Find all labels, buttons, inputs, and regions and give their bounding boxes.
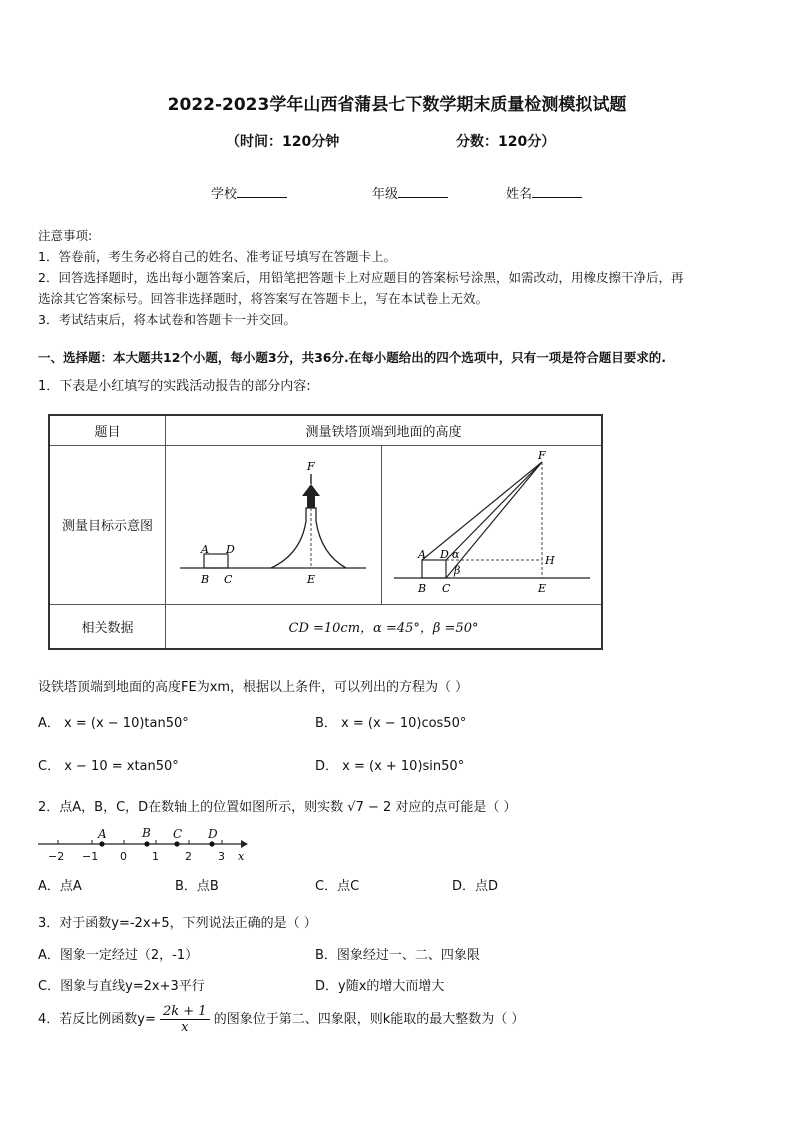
notes-heading: 注意事项: bbox=[38, 228, 93, 243]
school-label: 学校 bbox=[211, 187, 238, 202]
time-label: （时间：120分钟 bbox=[226, 134, 340, 150]
fraction-denominator: x bbox=[181, 1020, 189, 1035]
tick-label: 2 bbox=[185, 850, 192, 863]
note-item: 3．考试结束后，将本试卷和答题卡一并交回。 bbox=[38, 312, 296, 327]
q2-stem: 2．点A，B，C，D在数轴上的位置如图所示，则实数 √7 − 2 对应的点可能是（ ） bbox=[38, 800, 517, 815]
label-C: C bbox=[224, 572, 233, 586]
q3-stem: 3．对于函数y=-2x+5，下列说法正确的是（ ） bbox=[38, 916, 317, 931]
tick-label: −2 bbox=[48, 850, 65, 863]
q1-stem: 1．下表是小红填写的实践活动报告的部分内容: bbox=[38, 379, 311, 394]
q3-option-b[interactable]: B．图象经过一、二、四象限 bbox=[315, 948, 480, 963]
q4-fraction bbox=[160, 1004, 210, 1035]
point-C: C bbox=[173, 827, 183, 841]
q3-option-c[interactable]: C．图象与直线y=2x+3平行 bbox=[38, 979, 205, 994]
q4-stem bbox=[38, 1004, 524, 1035]
school-field[interactable] bbox=[211, 183, 287, 202]
table-row-diagram-label: 测量目标示意图 bbox=[49, 445, 166, 605]
name-field[interactable] bbox=[506, 183, 582, 202]
note-item: 2．回答选择题时，选出每小题答案后，用铅笔把答题卡上对应题目的答案标号涂黑，如需改动，用橡皮擦干净后，再 bbox=[38, 270, 684, 285]
label-D: D bbox=[440, 547, 449, 561]
label-A: A bbox=[418, 547, 426, 561]
q4-stem-prefix: 4．若反比例函数y= bbox=[38, 1012, 156, 1027]
q3-option-a[interactable]: A．图象一定经过（2，-1） bbox=[38, 948, 199, 963]
label-E: E bbox=[538, 581, 547, 595]
grade-field[interactable] bbox=[372, 183, 448, 202]
tick-label: 1 bbox=[152, 850, 159, 863]
point-D: D bbox=[208, 827, 218, 841]
score-label: 分数：120分） bbox=[456, 134, 556, 150]
table-row-data-label: 相关数据 bbox=[49, 605, 166, 649]
name-label: 姓名 bbox=[506, 187, 533, 202]
note-item: 选涂其它答案标号。回答非选择题时，将答案写在答题卡上，写在本试卷上无效。 bbox=[38, 291, 489, 306]
label-beta: β bbox=[454, 563, 461, 577]
tower-diagram-left bbox=[166, 446, 381, 604]
q3-option-d[interactable]: D．y随x的增大而增大 bbox=[315, 979, 445, 994]
q1-option-b[interactable]: B． x = (x − 10)cos50° bbox=[315, 716, 467, 731]
fraction-numerator: 2k + 1 bbox=[160, 1004, 210, 1020]
label-C: C bbox=[442, 581, 451, 595]
label-E: E bbox=[307, 572, 316, 586]
q2-option-b[interactable]: B．点B bbox=[175, 879, 219, 894]
label-A: A bbox=[201, 542, 209, 556]
label-B: B bbox=[418, 581, 427, 595]
label-D: D bbox=[226, 542, 235, 556]
label-F: F bbox=[538, 448, 546, 462]
tick-label: 3 bbox=[218, 850, 225, 863]
tower-diagram-right bbox=[382, 446, 601, 604]
table-header-title: 测量铁塔顶端到地面的高度 bbox=[166, 415, 603, 445]
label-F: F bbox=[307, 459, 315, 473]
note-item: 1．答卷前，考生务必将自己的姓名、准考证号填写在答题卡上。 bbox=[38, 249, 396, 264]
label-B: B bbox=[201, 572, 210, 586]
q4-stem-suffix: 的图象位于第二、四象限，则k能取的最大整数为（ ） bbox=[213, 1012, 525, 1027]
q2-option-a[interactable]: A．点A bbox=[38, 879, 82, 894]
tick-label: −1 bbox=[82, 850, 99, 863]
point-A: A bbox=[98, 827, 107, 841]
tick-label: 0 bbox=[120, 850, 127, 863]
q1-option-d[interactable]: D． x = (x + 10)sin50° bbox=[315, 759, 465, 774]
diagram-left-cell bbox=[166, 445, 382, 605]
label-alpha: α bbox=[452, 547, 460, 561]
q1-option-c[interactable]: C． x − 10 = xtan50° bbox=[38, 759, 179, 774]
diagram-right-cell bbox=[382, 445, 603, 605]
point-B: B bbox=[142, 826, 151, 840]
q2-option-c[interactable]: C．点C bbox=[315, 879, 360, 894]
label-H: H bbox=[545, 553, 555, 567]
grade-label: 年级 bbox=[372, 187, 399, 202]
table-header-topic: 题目 bbox=[49, 415, 166, 445]
q1-prompt: 设铁塔顶端到地面的高度FE为xm，根据以上条件，可以列出的方程为（ ） bbox=[38, 680, 469, 695]
table-data-value: CD =10cm，α =45°，β =50° bbox=[166, 605, 603, 649]
section-heading: 一、选择题：本大题共12个小题，每小题3分，共36分.在每小题给出的四个选项中，只有一项是符合题目要求的. bbox=[38, 350, 666, 365]
q1-option-a[interactable]: A． x = (x − 10)tan50° bbox=[38, 716, 189, 731]
q2-option-d[interactable]: D．点D bbox=[452, 879, 499, 894]
number-line bbox=[36, 822, 251, 866]
exam-title: 2022-2023学年山西省蒲县七下数学期末质量检测模拟试题 bbox=[167, 95, 627, 115]
notes bbox=[38, 225, 683, 330]
q1-table bbox=[48, 414, 603, 650]
axis-x-label: x bbox=[238, 850, 245, 863]
